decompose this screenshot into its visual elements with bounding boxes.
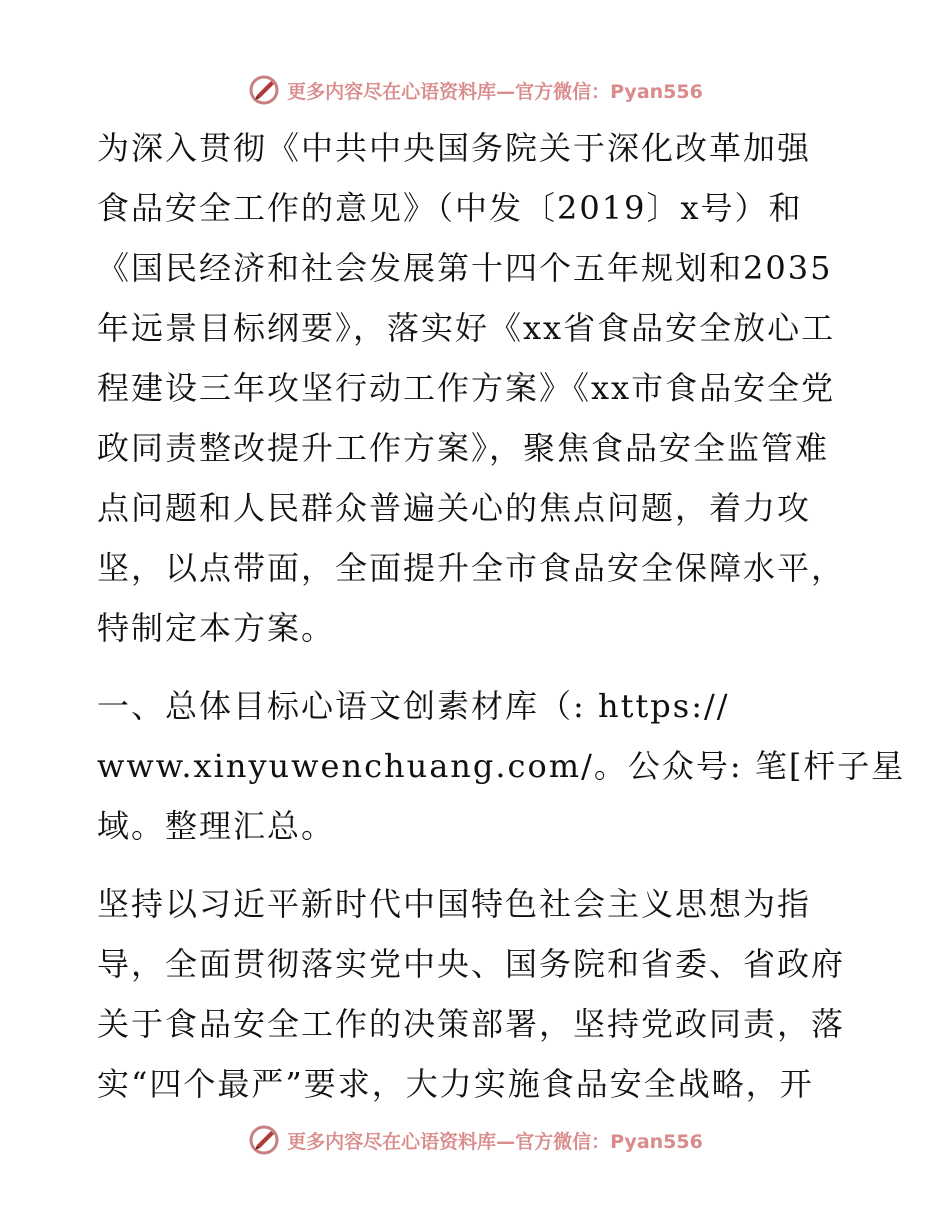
paragraph-guidance <box>97 874 857 1114</box>
logo-icon <box>247 1123 281 1157</box>
text-line: 实“四个最严”要求，大力实施食品安全战略，开 <box>97 1065 814 1103</box>
document-body <box>97 118 906 1114</box>
text-line: 年远景目标纲要》，落实好《xx省食品安全放心工 <box>97 309 836 347</box>
logo-icon <box>247 73 281 107</box>
watermark-text: 更多内容尽在心语资料库—官方微信：Pyan556 <box>287 1130 703 1153</box>
text-line: 坚持以习近平新时代中国特色社会主义思想为指 <box>97 885 812 923</box>
text-line: 坚，以点带面，全面提升全市食品安全保障水平， <box>97 549 846 587</box>
text-line: 程建设三年攻坚行动工作方案》《xx市食品安全党 <box>97 369 836 407</box>
header-watermark <box>0 70 950 110</box>
paragraph-section-heading <box>97 676 906 856</box>
text-line: 为深入贯彻《中共中央国务院关于深化改革加强 <box>97 129 812 167</box>
text-line: 食品安全工作的意见》（中发〔2019〕x号）和 <box>97 189 803 227</box>
text-line: 域。整理汇总。 <box>97 807 336 845</box>
footer-watermark <box>0 1120 950 1160</box>
text-line: 关于食品安全工作的决策部署，坚持党政同责，落 <box>97 1005 846 1043</box>
text-line: www.xinyuwenchuang.com/。公众号: 笔[杆子星 <box>97 747 906 785</box>
paragraph-intro <box>97 118 857 658</box>
text-line: 《国民经济和社会发展第十四个五年规划和2035 <box>97 249 833 287</box>
text-line: 点问题和人民群众普遍关心的焦点问题，着力攻 <box>97 489 812 527</box>
text-line: 特制定本方案。 <box>97 609 336 647</box>
text-line: 导，全面贯彻落实党中央、国务院和省委、省政府 <box>97 945 846 983</box>
watermark-text: 更多内容尽在心语资料库—官方微信：Pyan556 <box>287 80 703 103</box>
text-line: 一、总体目标心语文创素材库（: https:// <box>97 687 730 725</box>
text-line: 政同责整改提升工作方案》，聚焦食品安全监管难 <box>97 429 830 467</box>
